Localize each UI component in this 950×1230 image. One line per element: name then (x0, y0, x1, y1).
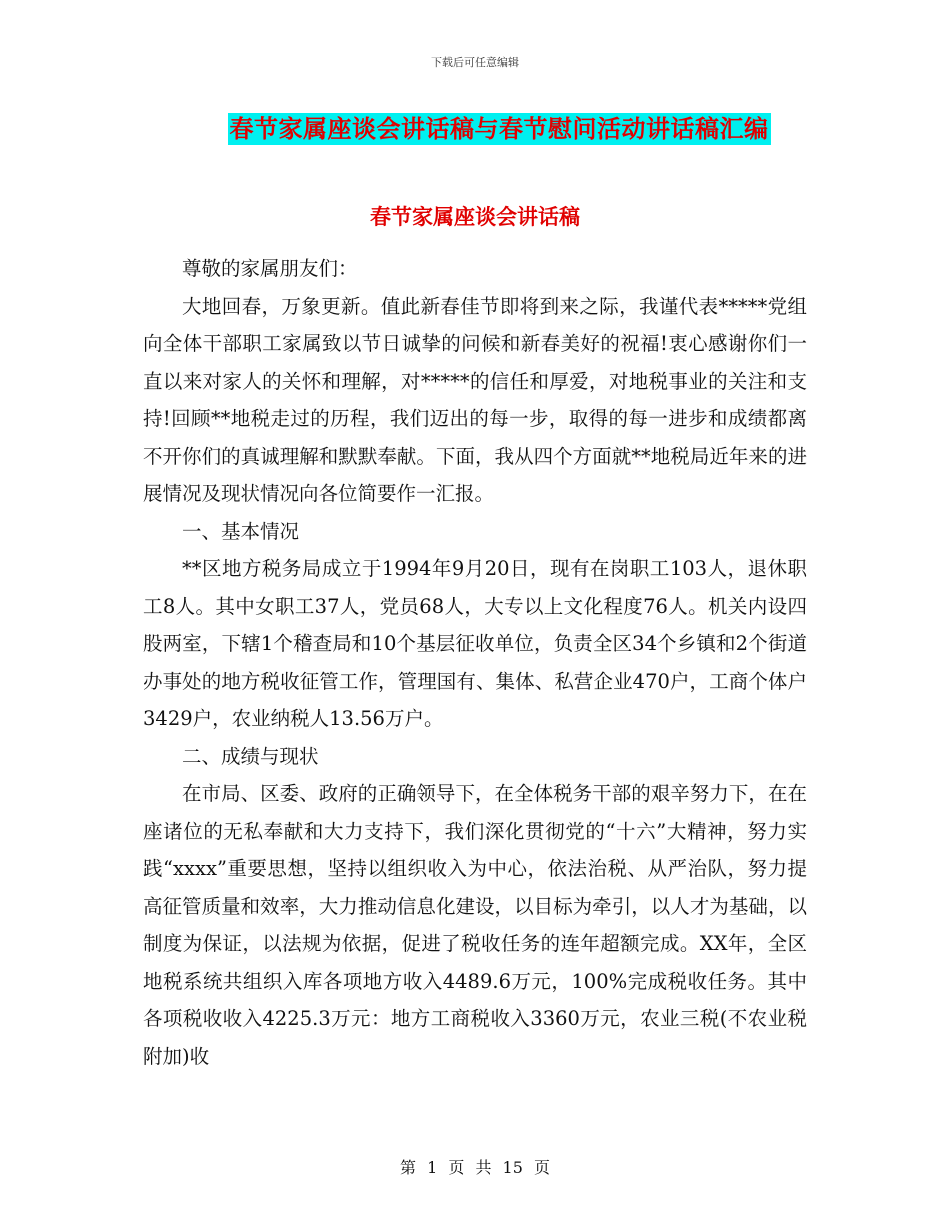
section-heading-basic: 一、基本情况 (182, 519, 300, 543)
achievements-paragraph: 在市局、区委、政府的正确领导下，在全体税务干部的艰辛努力下，在在座诸位的无私奉献和大力支持下，我们深化贯彻党的“十六”大精神，努力实践“xxxx”重要思想，坚持以组织收入为中心，依法治税、从严治队，努力提高征管质量和效率，大力推动信息化建设，以目标为牵引，以人才为基础，以制度为保证，以法规为依据，促进了税收任务的连年超额完成。XX年，全区地税系统共组织入库各项地方收入4489.6万元，100%完成税收任务。其中各项税收收入4225.3万元：地方工商税收入3360万元，农业三税(不农业税附加)收 (143, 782, 807, 1068)
main-title: 春节家属座谈会讲话稿与春节慰问活动讲话稿汇编 (229, 114, 769, 143)
main-title-wrap (0, 113, 950, 145)
intro-paragraph: 大地回春，万象更新。值此新春佳节即将到来之际，我谨代表*****党组向全体干部职工家属致以节日诚挚的问候和新春美好的祝福!衷心感谢你们一直以来对家人的关怀和理解，对*****的信任和厚爱，对地税事业的关注和支持!回顾**地税走过的历程，我们迈出的每一步，取得的每一进步和成绩都离不开你们的真诚理解和默默奉献。下面，我从四个方面就**地税局近年来的进展情况及现状情况向各位简要作一汇报。 (143, 294, 807, 505)
section-heading-achievements: 二、成绩与现状 (182, 744, 319, 768)
header-note: 下载后可任意编辑 (431, 56, 519, 69)
page-footer: 第 1 页 共 15 页 (400, 1158, 550, 1177)
basic-info-paragraph: **区地方税务局成立于1994年9月20日，现有在岗职工103人，退休职工8人。其中女职工37人，党员68人，大专以上文化程度76人。机关内设四股两室，下辖1个稽查局和10个基层征收单位，负责全区34个乡镇和2个街道办事处的地方税收征管工作，管理国有、集体、私营企业470户，工商个体户3429户，农业纳税人13.56万户。 (143, 557, 807, 730)
document-body (143, 250, 807, 1075)
salutation-paragraph: 尊敬的家属朋友们： (182, 257, 358, 280)
sub-title: 春节家属座谈会讲话稿 (370, 204, 580, 229)
